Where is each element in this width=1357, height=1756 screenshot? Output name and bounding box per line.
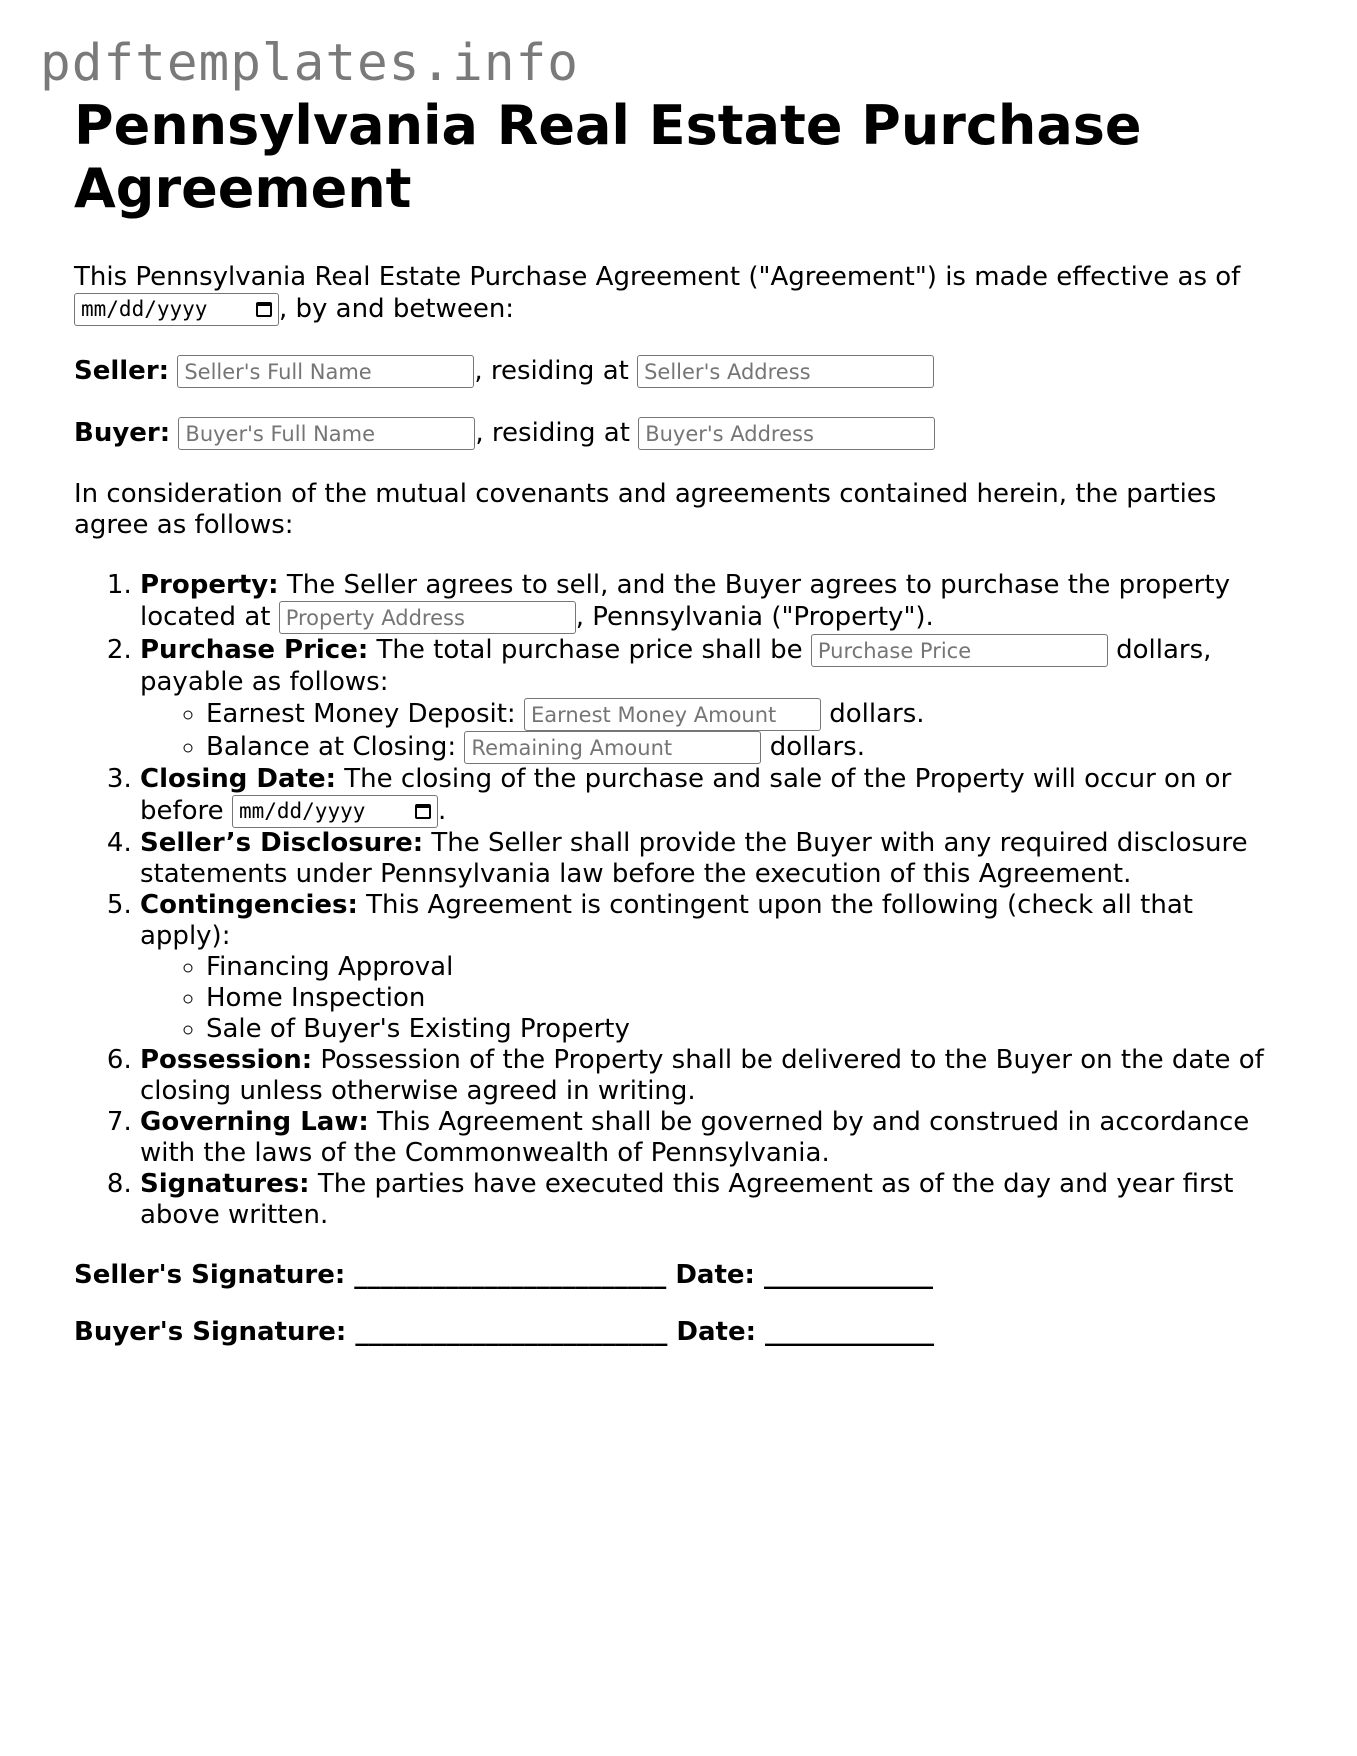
signature-block [74, 1260, 1274, 1348]
watermark: pdftemplates.info [40, 34, 579, 93]
clause-disclosure [140, 828, 1274, 890]
clause-list [74, 570, 1274, 1231]
buyer-name-input[interactable] [178, 417, 475, 450]
clause-label: Purchase Price: [140, 635, 369, 665]
intro-text: This Pennsylvania Real Estate Purchase Agreement ("Agreement") is made effective as of [74, 262, 1241, 292]
calendar-icon[interactable] [256, 302, 272, 317]
clause-price [140, 634, 1274, 764]
clause-signatures [140, 1169, 1274, 1231]
remaining-amount-input[interactable] [464, 731, 761, 764]
seller-line [74, 355, 1274, 388]
calendar-icon[interactable] [415, 804, 431, 819]
contingency-list [140, 952, 1274, 1045]
deposit-suffix: dollars. [829, 699, 925, 729]
clause-label: Governing Law: [140, 1107, 369, 1137]
consideration-text: In consideration of the mutual covenants and agreements contained herein, the parties agree as follows: [74, 479, 1217, 540]
clause-governing-law [140, 1107, 1274, 1169]
page-title: Pennsylvania Real Estate Purchase Agreement [74, 94, 1142, 220]
buyer-signature-line [74, 1317, 1274, 1348]
clause-possession [140, 1045, 1274, 1107]
clause-text-after: dollars, payable as follows: [140, 635, 1212, 697]
clause-text: The Seller agrees to sell, and the Buyer agrees to purchase the property located at [140, 570, 1230, 632]
deposit-label: Earnest Money Deposit: [206, 699, 516, 729]
closing-date-input[interactable] [232, 795, 438, 828]
payment-deposit [206, 698, 1274, 731]
payment-balance [206, 731, 1274, 764]
seller-signature-line [74, 1260, 1274, 1291]
intro-after: , by and between: [279, 294, 515, 324]
buyer-label: Buyer: [74, 418, 171, 448]
closing-date-placeholder: mm/dd/yyyy [238, 799, 366, 823]
clause-label: Seller’s Disclosure: [140, 828, 424, 858]
clause-closing [140, 764, 1274, 828]
clause-property [140, 570, 1274, 634]
clause-text: The Seller shall provide the Buyer with any required disclosure statements under Pennsylvania law before the execution of this Agreement. [140, 828, 1248, 889]
seller-address-input[interactable] [637, 355, 934, 388]
property-address-input[interactable] [279, 601, 576, 634]
clause-contingencies [140, 890, 1274, 1045]
seller-residing: , residing at [474, 356, 629, 386]
payment-list [140, 698, 1274, 764]
clause-text: Possession of the Property shall be delivered to the Buyer on the date of closing unless otherwise agreed in writing. [140, 1045, 1264, 1106]
buyer-line [74, 417, 1274, 450]
clause-text: This Agreement is contingent upon the following (check all that apply): [140, 890, 1193, 951]
earnest-money-input[interactable] [524, 698, 821, 731]
clause-label: Contingencies: [140, 890, 358, 920]
document [74, 94, 1274, 1348]
buyer-signature-text: Buyer's Signature: ________________________ Date: _____________ [74, 1317, 935, 1347]
clause-text: The total purchase price shall be [376, 635, 803, 665]
intro-paragraph [74, 262, 1274, 326]
seller-label: Seller: [74, 356, 170, 386]
effective-date-input[interactable] [74, 293, 279, 326]
balance-label: Balance at Closing: [206, 732, 457, 762]
seller-signature-text: Seller's Signature: ________________________ Date: _____________ [74, 1260, 933, 1290]
clause-label: Signatures: [140, 1169, 310, 1199]
buyer-residing: , residing at [475, 418, 630, 448]
clause-label: Possession: [140, 1045, 313, 1075]
purchase-price-input[interactable] [811, 634, 1108, 667]
contingency-item: ◦ Financing Approval [206, 952, 1274, 983]
clause-label: Closing Date: [140, 764, 337, 794]
contingency-item: ◦ Home Inspection [206, 983, 1274, 1014]
clause-text-after: , Pennsylvania ("Property"). [575, 602, 934, 632]
contingency-item: ◦ Sale of Buyer's Existing Property [206, 1014, 1274, 1045]
buyer-address-input[interactable] [638, 417, 935, 450]
seller-name-input[interactable] [177, 355, 474, 388]
clause-end: . [437, 796, 447, 826]
balance-suffix: dollars. [769, 732, 865, 762]
effective-date-placeholder: mm/dd/yyyy [81, 297, 208, 321]
clause-label: Property: [140, 570, 279, 600]
clause-text: This Agreement shall be governed by and construed in accordance with the laws of the Commonwealth of Pennsylvania. [140, 1107, 1250, 1168]
clause-text: The parties have executed this Agreement as of the day and year first above written. [140, 1169, 1234, 1230]
clause-text: The closing of the purchase and sale of the Property will occur on or before [140, 764, 1232, 826]
